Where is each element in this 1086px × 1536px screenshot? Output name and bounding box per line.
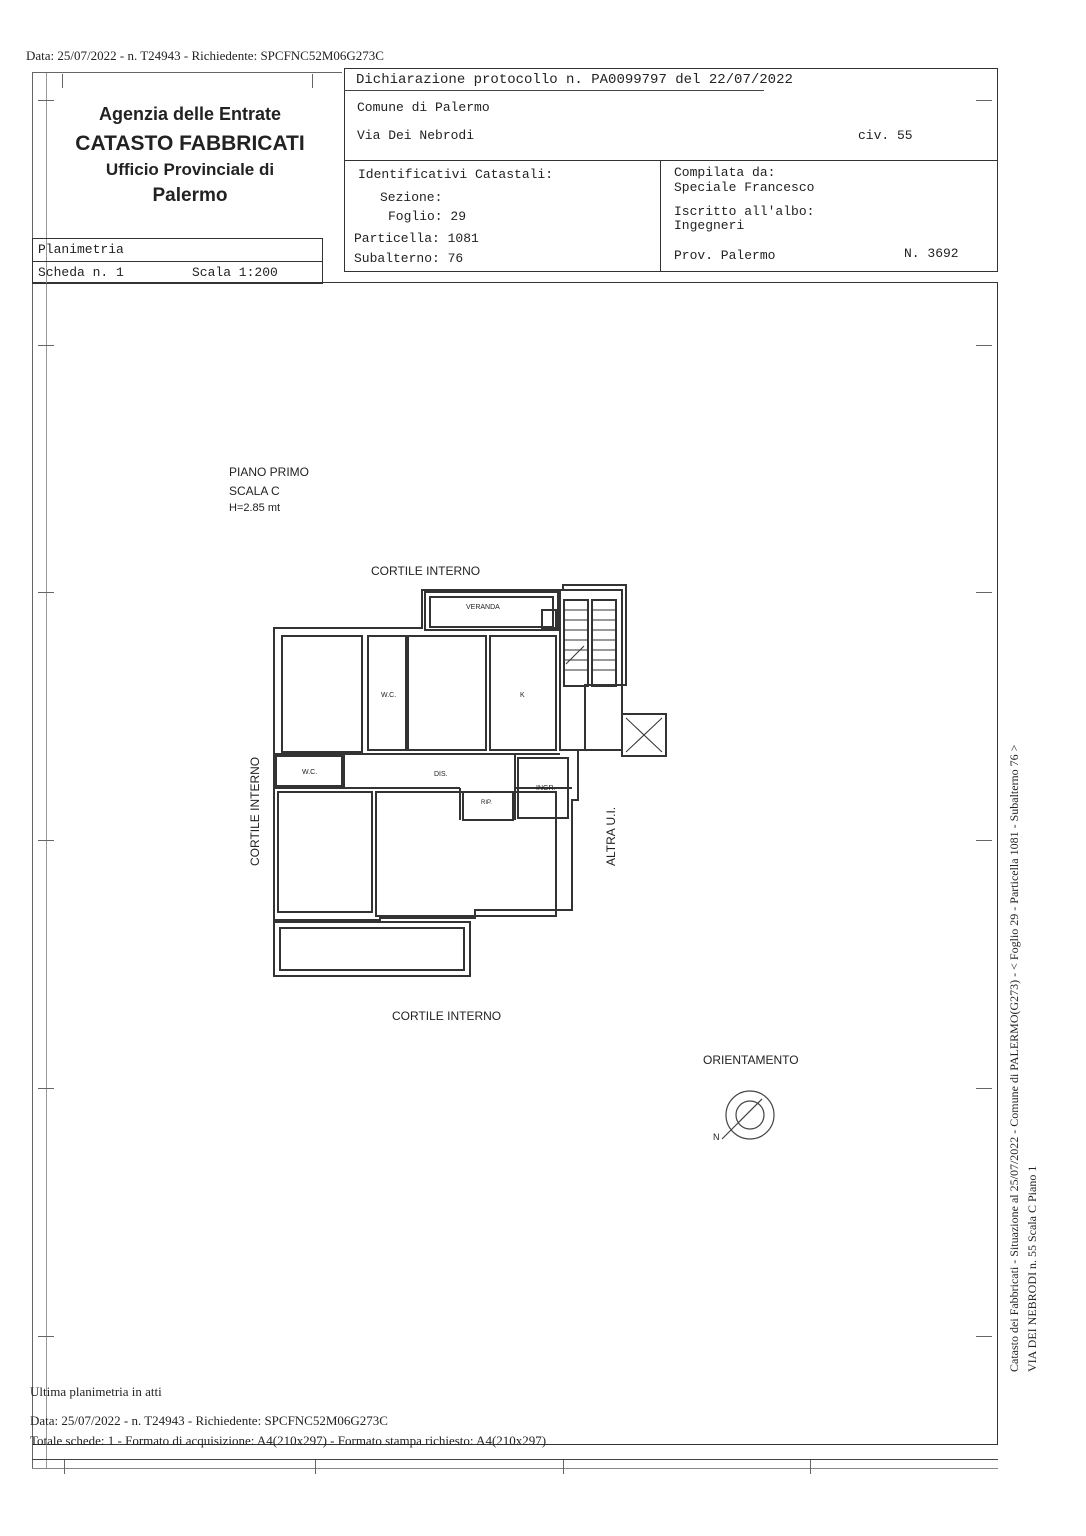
office-label: Ufficio Provinciale di <box>105 160 275 179</box>
bottom-frame-line <box>32 1459 998 1460</box>
veranda-inner <box>430 597 553 627</box>
stair-steps <box>564 610 616 670</box>
room-1 <box>282 636 362 752</box>
compiler-name: Speciale Francesco <box>674 180 815 195</box>
balcony <box>274 922 470 976</box>
prov-label: Prov. Palermo <box>674 248 776 263</box>
agency-name: Agenzia delle Entrate <box>98 104 282 124</box>
tick-mark <box>976 345 992 346</box>
footer-last-plan: Ultima planimetria in atti <box>30 1384 162 1399</box>
planimetria-divider <box>32 261 323 262</box>
tick-mark <box>38 100 54 101</box>
orientation-label: ORIENTAMENTO <box>703 1053 799 1067</box>
side-text-line1: Catasto dei Fabbricati - Situazione al 25/07/2022 - Comune di PALERMO(G273) - < Foglio 29 - Particella 1081 - Subalterno 76 > <box>1007 744 1021 1372</box>
room-label-dis: DIS. <box>434 771 448 778</box>
header-data-line: Data: 25/07/2022 - n. T24943 - Richiedente: SPCFNC52M06G273C <box>26 48 384 63</box>
side-text-line2: VIA DEI NEBRODI n. 55 Scala C Piano 1 <box>1025 1165 1039 1372</box>
albo-number: N. 3692 <box>904 246 959 261</box>
tick-mark <box>976 1336 992 1337</box>
foglio-label: Foglio: 29 <box>388 209 467 224</box>
stair-label: SCALA C <box>229 484 280 498</box>
tick-mark <box>38 1336 54 1337</box>
tick-mark <box>38 592 54 593</box>
tick-mark <box>62 74 63 88</box>
albo-label: Iscritto all'albo: <box>674 204 815 219</box>
protocol-line: Dichiarazione protocollo n. PA0099797 del 22/07/2022 <box>356 72 793 88</box>
declaration-col-divider <box>660 160 661 272</box>
office-city: Palermo <box>152 185 228 206</box>
room-label-rip: RIP. <box>481 800 492 806</box>
tick-mark <box>312 74 313 88</box>
stair-flight-1 <box>564 600 588 686</box>
declaration-divider <box>344 160 998 161</box>
civ-line: civ. 55 <box>858 128 913 143</box>
room-label-veranda: VERANDA <box>466 604 500 611</box>
floor-label: PIANO PRIMO <box>229 465 310 479</box>
bottom-guide-line <box>32 1468 998 1469</box>
height-label: H=2.85 mt <box>229 502 281 514</box>
room-label-wc1: W.C. <box>381 692 397 699</box>
particella-label: Particella: 1081 <box>354 231 479 246</box>
room-label-wc2: W.C. <box>302 769 318 776</box>
cortile-top-label: CORTILE INTERNO <box>371 564 481 578</box>
room-label-ingr: INGR. <box>536 785 556 792</box>
footer-totale-line: Totale schede: 1 - Formato di acquisizione: A4(210x297) - Formato stampa richiesto: A4(210x297) <box>30 1433 547 1448</box>
scala-label: Scala 1:200 <box>192 265 278 280</box>
tick-mark <box>976 840 992 841</box>
subalterno-label: Subalterno: 76 <box>354 251 464 266</box>
tick-mark <box>64 1460 65 1474</box>
stair-arrow <box>566 646 584 664</box>
shaft-cross <box>626 718 662 752</box>
street-line: Via Dei Nebrodi <box>357 128 475 143</box>
cortile-left-label: CORTILE INTERNO <box>248 756 262 866</box>
compiler-label: Compilata da: <box>674 165 776 180</box>
balcony-inner <box>280 928 464 970</box>
comune-line: Comune di Palermo <box>357 100 490 115</box>
scheda-label: Scheda n. 1 <box>38 265 124 280</box>
tick-mark <box>38 1088 54 1089</box>
tick-mark <box>563 1460 564 1474</box>
tick-mark <box>976 1088 992 1089</box>
room-lower-2 <box>376 792 556 916</box>
cortile-bottom-label: CORTILE INTERNO <box>392 1009 502 1023</box>
albo-value: Ingegneri <box>674 218 745 233</box>
room-lower-1 <box>278 792 372 912</box>
tick-mark <box>315 1460 316 1474</box>
tick-mark <box>38 840 54 841</box>
compass-icon <box>710 1085 780 1145</box>
identifiers-title: Identificativi Catastali: <box>358 167 554 182</box>
tick-mark <box>38 345 54 346</box>
footer-data-line: Data: 25/07/2022 - n. T24943 - Richiedente: SPCFNC52M06G273C <box>30 1413 388 1428</box>
room-rip <box>463 792 513 820</box>
north-label: N <box>713 1132 720 1142</box>
planimetria-title: Planimetria <box>38 242 124 257</box>
floor-plan <box>260 580 680 980</box>
top-guide-line <box>32 72 342 73</box>
altra-ui-label: ALTRA U.I. <box>604 806 618 866</box>
sezione-label: Sezione: <box>380 190 443 205</box>
protocol-underline <box>344 90 764 91</box>
room-label-k: K <box>520 692 525 699</box>
tick-mark <box>976 592 992 593</box>
tick-mark <box>810 1460 811 1474</box>
catasto-title: CATASTO FABBRICATI <box>75 132 305 155</box>
stair-flight-2 <box>592 600 616 686</box>
room-3 <box>408 636 486 750</box>
